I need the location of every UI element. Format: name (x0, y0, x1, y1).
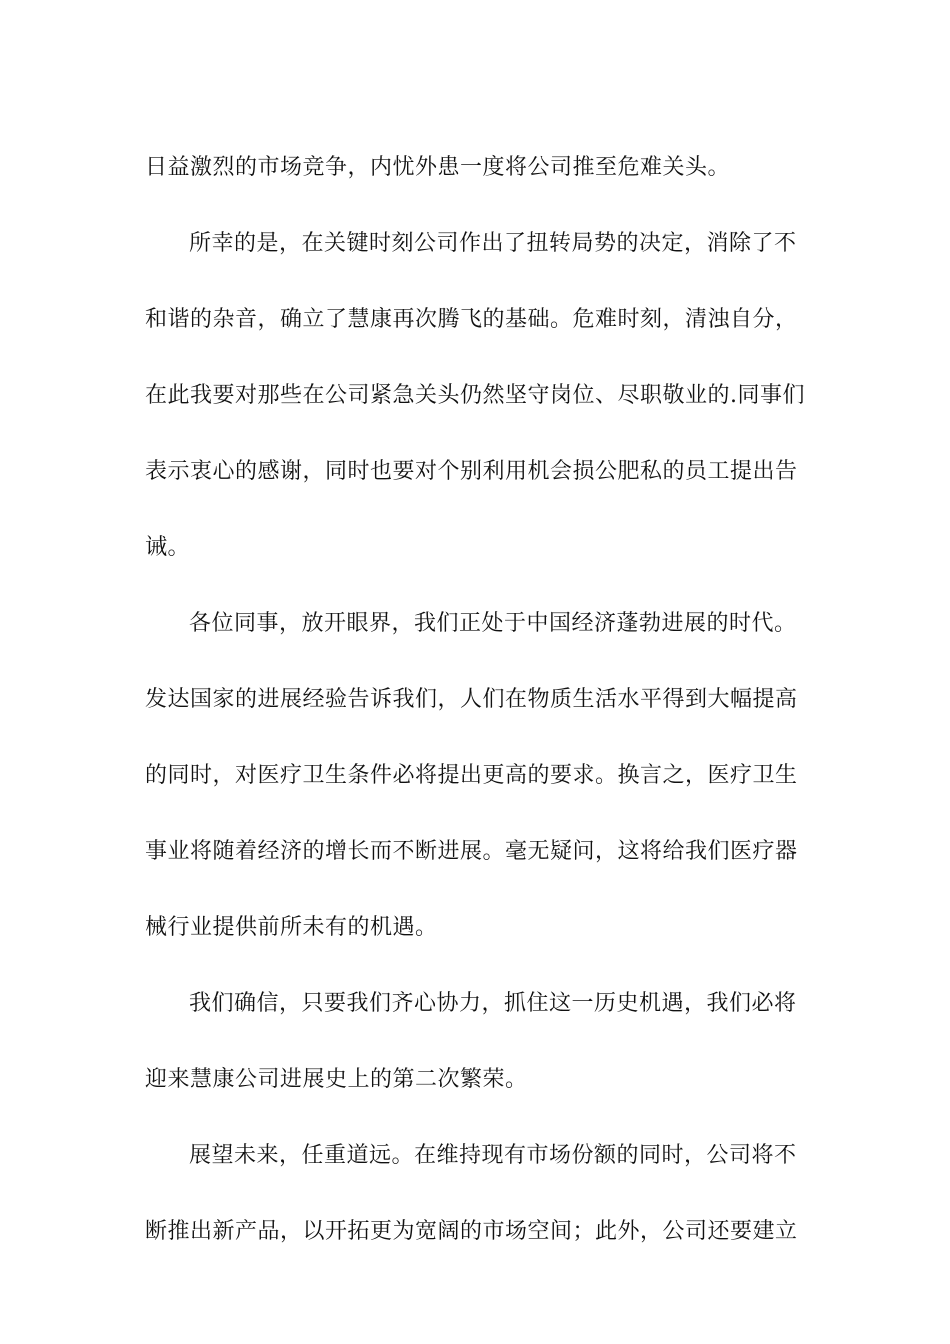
text-line: 和谐的杂音，确立了慧康再次腾飞的基础。危难时刻，清浊自分， (145, 307, 798, 332)
text-line: 迎来慧康公司进展史上的第二次繁荣。 (145, 1067, 528, 1092)
paragraph-start-line: 展望未来，任重道远。在维持现有市场份额的同时，公司将不 (189, 1143, 797, 1168)
text-line: 事业将随着经济的增长而不断进展。毫无疑问，这将给我们医疗器 (145, 839, 798, 864)
text-line: 的同时，对医疗卫生条件必将提出更高的要求。换言之，医疗卫生 (145, 763, 798, 788)
text-line: 发达国家的进展经验告诉我们，人们在物质生活水平得到大幅提高 (145, 687, 798, 712)
text-line: 日益激烈的市场竞争，内忧外患一度将公司推至危难关头。 (145, 155, 731, 180)
text-line: 断推出新产品，以开拓更为宽阔的市场空间；此外，公司还要建立 (145, 1219, 798, 1244)
paragraph-start-line: 我们确信，只要我们齐心协力，抓住这一历史机遇，我们必将 (189, 991, 797, 1016)
text-line: 械行业提供前所未有的机遇。 (145, 915, 438, 940)
text-line: 表示衷心的感谢，同时也要对个别利用机会损公肥私的员工提出告 (145, 459, 798, 484)
text-line: 在此我要对那些在公司紧急关头仍然坚守岗位、尽职敬业的.同事们 (145, 383, 805, 408)
document-body (145, 130, 810, 1270)
paragraph-start-line: 各位同事，放开眼界，我们正处于中国经济蓬勃进展的时代。 (189, 611, 797, 636)
text-line: 诫。 (145, 535, 191, 560)
paragraph-start-line: 所幸的是，在关键时刻公司作出了扭转局势的决定，消除了不 (189, 231, 797, 256)
